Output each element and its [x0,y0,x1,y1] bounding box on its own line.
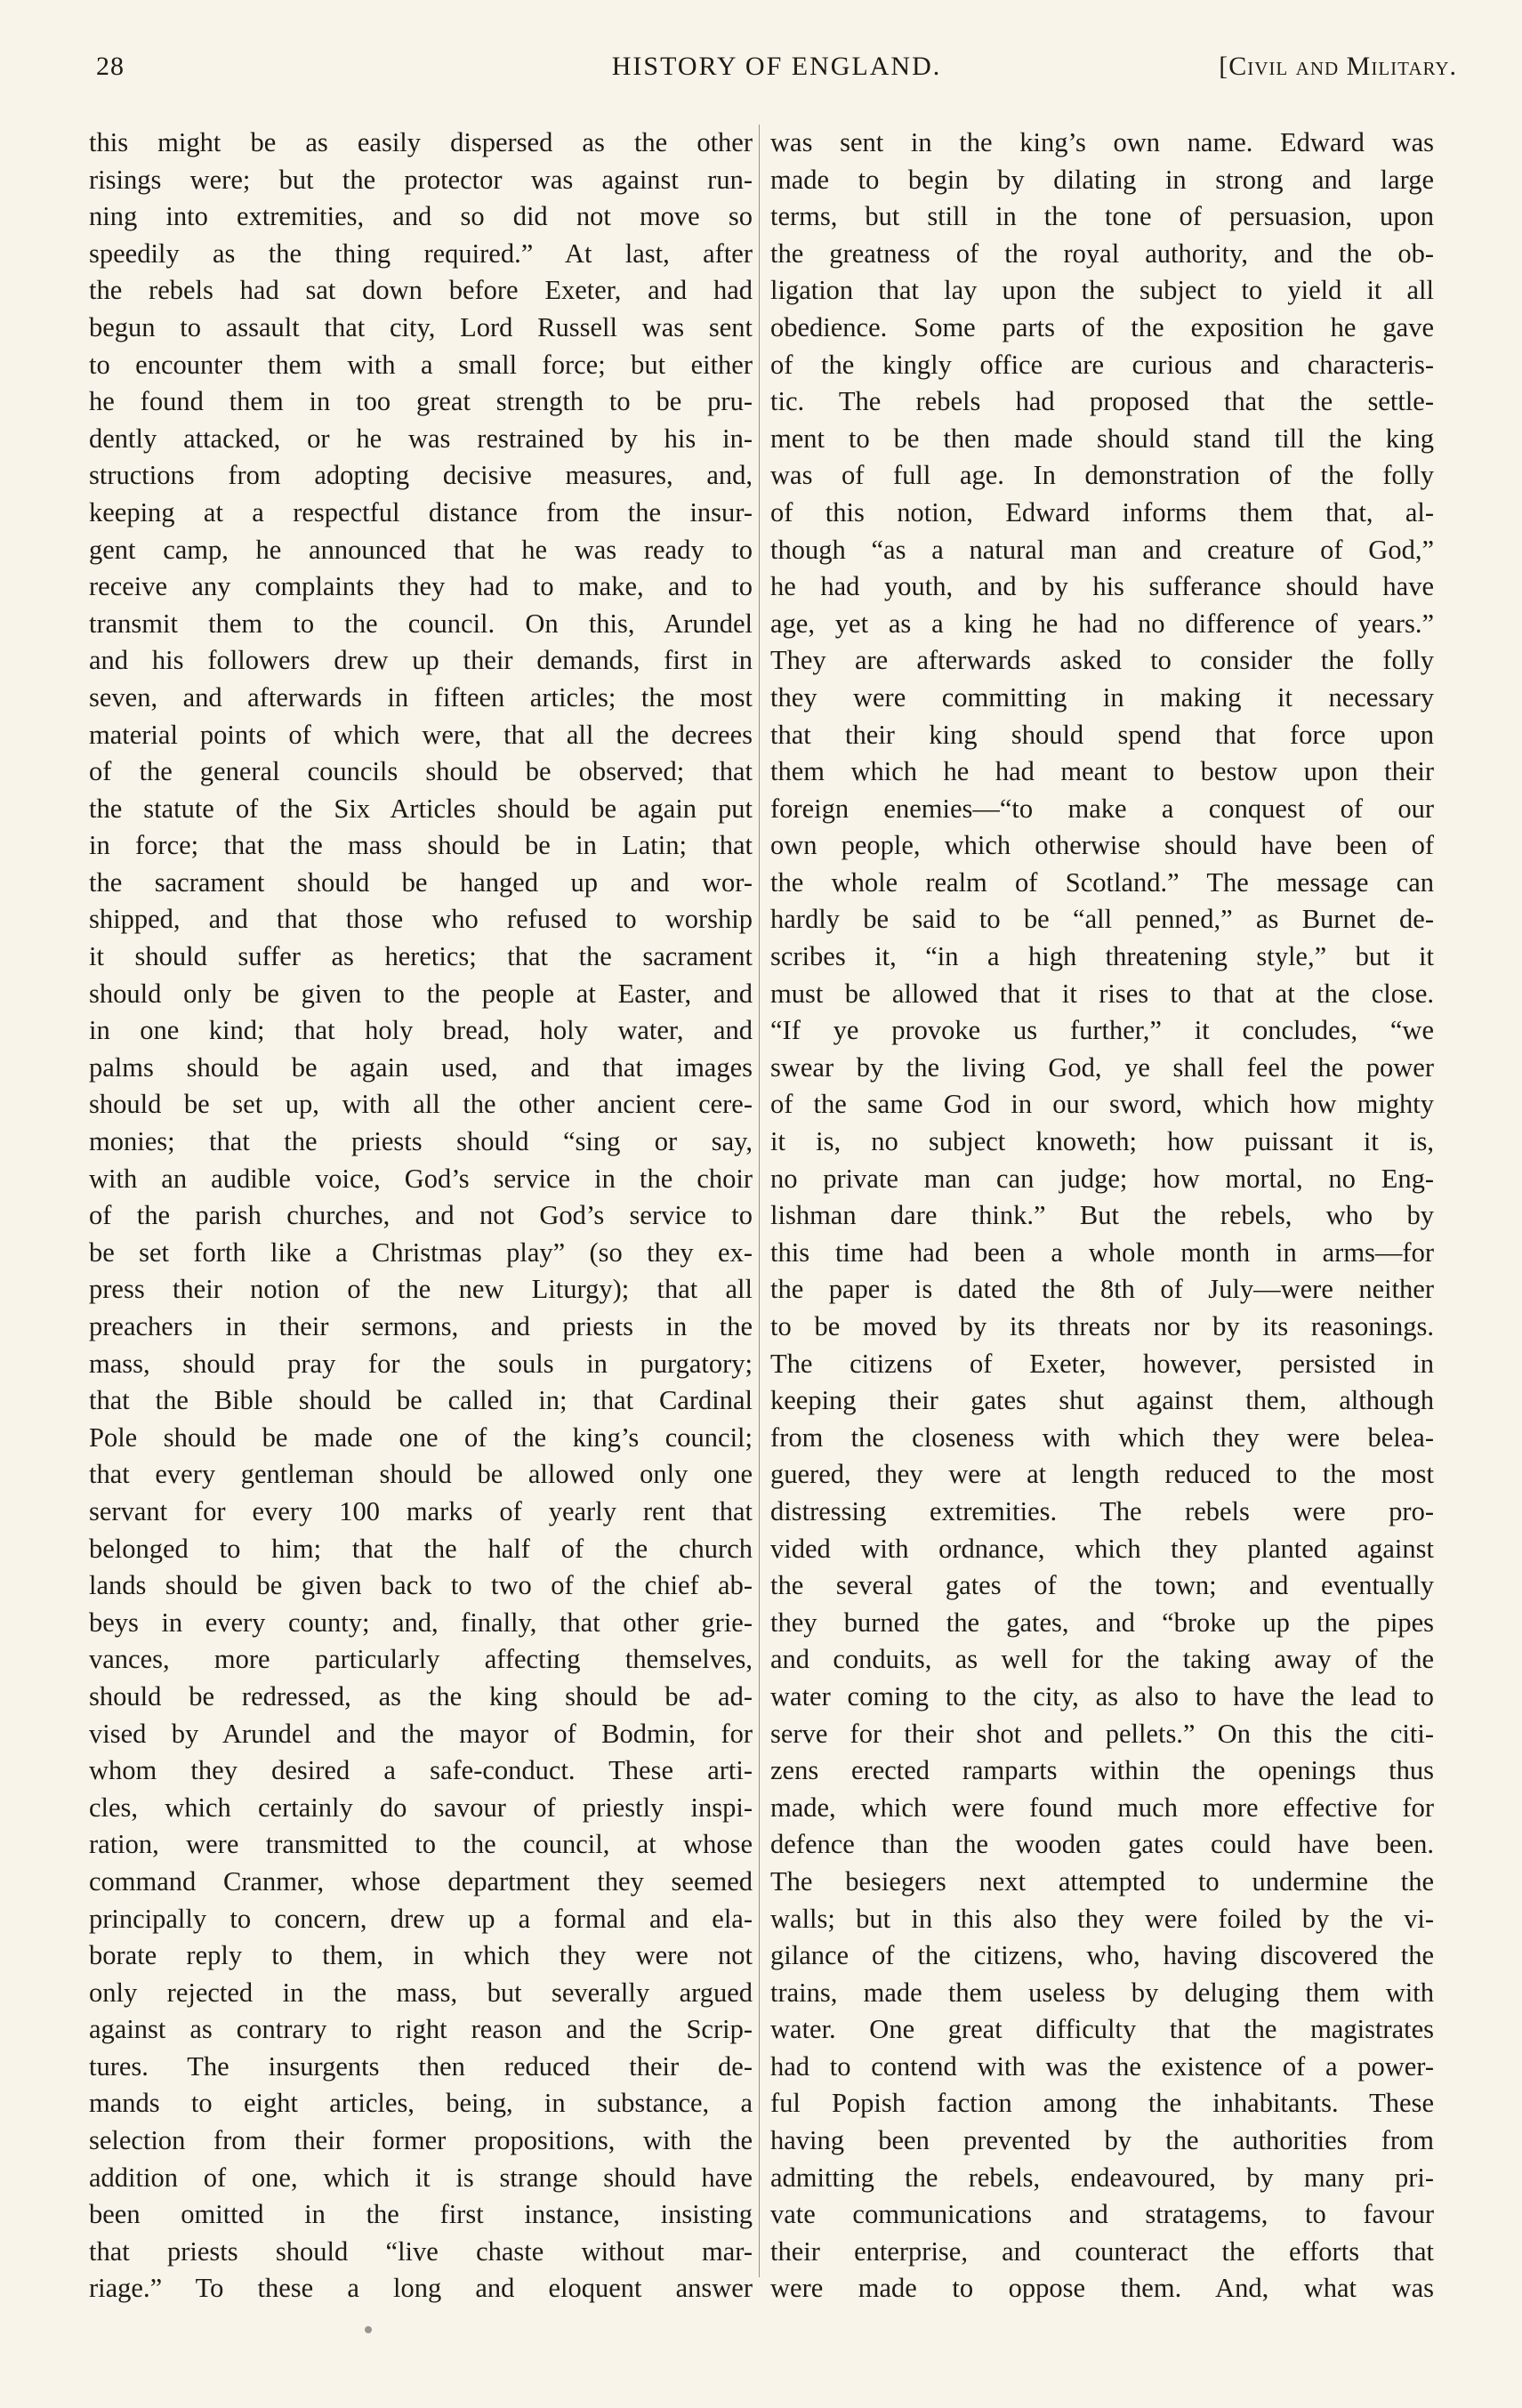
text-line: monies; that the priests should “sing or say, [89,1126,753,1157]
text-line: walls; but in this also they were foiled by the vi- [770,1903,1434,1934]
text-line: The besiegers next attempted to undermine the [770,1865,1434,1897]
text-line: of the general councils should be observed; that [89,756,753,787]
text-line: tic. The rebels had proposed that the settle- [770,386,1434,417]
text-line: “If ye provoke us further,” it concludes, “we [770,1015,1434,1046]
column-divider [759,125,760,2277]
text-line: The citizens of Exeter, however, persisted in [770,1348,1434,1379]
text-line: of the kingly office are curious and characteris- [770,349,1434,380]
text-line: preachers in their sermons, and priests in the [89,1311,753,1341]
text-line: ful Popish faction among the inhabitants. These [770,2088,1434,2119]
text-line: they burned the gates, and “broke up the pipes [770,1607,1434,1638]
text-line: transmit them to the council. On this, Arundel [89,608,753,639]
text-line: command Cranmer, whose department they seemed [89,1865,753,1897]
text-line: their enterprise, and counteract the efforts that [770,2235,1434,2267]
text-line: had to contend with was the existence of a power- [770,2050,1434,2082]
text-line: this time had been a whole month in arms—for [770,1236,1434,1268]
text-line: from the closeness with which they were belea- [770,1421,1434,1453]
text-line: mands to eight articles, being, in substance, a [89,2088,753,2119]
text-line: of the same God in our sword, which how mighty [770,1089,1434,1120]
text-line: swear by the living God, ye shall feel the power [770,1051,1434,1083]
text-line: They are afterwards asked to consider the folly [770,645,1434,676]
text-line: of this notion, Edward informs them that, al- [770,496,1434,528]
text-line: should only be given to the people at Easter, and [89,978,753,1009]
text-line: tures. The insurgents then reduced their de- [89,2050,753,2082]
text-line: cles, which certainly do savour of priestly inspi- [89,1792,753,1823]
text-line: though “as a natural man and creature of God,” [770,534,1434,565]
text-line: ment to be then made should stand till the king [770,423,1434,454]
text-line: dently attacked, or he was restrained by his in- [89,423,753,454]
left-column [89,125,753,2307]
text-line: lishman dare think.” But the rebels, who by [770,1200,1434,1231]
text-line: the sacrament should be hanged up and wor- [89,866,753,898]
text-line: terms, but still in the tone of persuasion, upon [770,201,1434,232]
text-line: the greatness of the royal authority, and the ob- [770,238,1434,269]
footer-mark [365,2326,372,2333]
text-line: seven, and afterwards in fifteen articles; the most [89,681,753,713]
text-line: keeping their gates shut against them, although [770,1385,1434,1416]
text-line: admitting the rebels, endeavoured, by many pri- [770,2162,1434,2193]
text-line: the rebels had sat down before Exeter, and had [89,275,753,306]
text-line: distressing extremities. The rebels were pro- [770,1495,1434,1526]
text-line: selection from their former propositions, with the [89,2125,753,2156]
text-line: be set forth like a Christmas play” (so they ex- [89,1236,753,1268]
text-line: own people, which otherwise should have been of [770,830,1434,861]
text-line: begun to assault that city, Lord Russell was sent [89,311,753,342]
text-line: ration, were transmitted to the council, at whose [89,1829,753,1860]
text-line: he had youth, and by his sufferance should have [770,571,1434,602]
text-line: that every gentleman should be allowed only one [89,1459,753,1490]
text-line: scribes it, “in a high threatening style,” but it [770,941,1434,972]
text-line: serve for their shot and pellets.” On this the citi- [770,1718,1434,1749]
text-line: made, which were found much more effective for [770,1792,1434,1823]
text-line: them which he had meant to bestow upon their [770,756,1434,787]
text-line: guered, they were at length reduced to the most [770,1459,1434,1490]
text-line: that their king should spend that force upon [770,719,1434,750]
text-line: speedily as the thing required.” At last, after [89,238,753,269]
text-line: he found them in too great strength to be pru- [89,386,753,417]
text-line: should be redressed, as the king should be ad- [89,1680,753,1711]
page-number: 28 [96,52,125,81]
text-line: obedience. Some parts of the exposition he gave [770,311,1434,342]
text-line: addition of one, which it is strange should have [89,2162,753,2193]
text-line: and conduits, as well for the taking away of the [770,1644,1434,1675]
text-line: vised by Arundel and the mayor of Bodmin, for [89,1718,753,1749]
text-line: ning into extremities, and so did not move so [89,201,753,232]
text-line: no private man can judge; how mortal, no Eng- [770,1163,1434,1194]
running-header [96,52,1457,87]
text-line: beys in every county; and, finally, that other grie- [89,1607,753,1638]
text-line: water coming to the city, as also to have the lead to [770,1680,1434,1711]
text-line: defence than the wooden gates could have been. [770,1829,1434,1860]
text-line: gilance of the citizens, who, having discovered the [770,1940,1434,1971]
text-line: the whole realm of Scotland.” The message can [770,866,1434,898]
text-line: with an audible voice, God’s service in the choir [89,1163,753,1194]
text-line: were made to oppose them. And, what was [770,2273,1434,2304]
text-line: mass, should pray for the souls in purgatory; [89,1348,753,1379]
text-line: should be set up, with all the other ancient cere- [89,1089,753,1120]
text-line: of the parish churches, and not God’s service to [89,1200,753,1231]
text-line: was of full age. In demonstration of the folly [770,460,1434,491]
text-line: the several gates of the town; and eventually [770,1570,1434,1601]
text-line: the paper is dated the 8th of July—were neither [770,1274,1434,1305]
section-label: [Civil and Military. [1219,52,1457,81]
text-line: that the Bible should be called in; that Cardinal [89,1385,753,1416]
text-line: belonged to him; that the half of the church [89,1533,753,1564]
text-line: material points of which were, that all the decrees [89,719,753,750]
text-line: in force; that the mass should be in Latin; that [89,830,753,861]
text-line: riage.” To these a long and eloquent answer [89,2273,753,2304]
text-line: risings were; but the protector was against run- [89,164,753,195]
text-line: trains, made them useless by deluging them with [770,1977,1434,2008]
text-line: it should suffer as heretics; that the sacrament [89,941,753,972]
text-line: palms should be again used, and that images [89,1051,753,1083]
text-line: to encounter them with a small force; but either [89,349,753,380]
text-line: the statute of the Six Articles should be again put [89,793,753,824]
text-line: they were committing in making it necessary [770,681,1434,713]
text-line: vate communications and stratagems, to favour [770,2199,1434,2230]
text-line: servant for every 100 marks of yearly rent that [89,1495,753,1526]
text-line: water. One great difficulty that the magistrates [770,2014,1434,2045]
text-line: ligation that lay upon the subject to yield it all [770,275,1434,306]
text-line: lands should be given back to two of the chief ab- [89,1570,753,1601]
text-line: gent camp, he announced that he was ready to [89,534,753,565]
running-title: HISTORY OF ENGLAND. [611,52,942,81]
text-line: was sent in the king’s own name. Edward was [770,127,1434,157]
text-line: that priests should “live chaste without mar- [89,2235,753,2267]
text-line: vided with ordnance, which they planted against [770,1533,1434,1564]
text-line: Pole should be made one of the king’s council; [89,1421,753,1453]
text-line: only rejected in the mass, but severally argued [89,1977,753,2008]
text-line: principally to concern, drew up a formal and ela- [89,1903,753,1934]
text-line: it is, no subject knoweth; how puissant it is, [770,1126,1434,1157]
text-line: keeping at a respectful distance from the insur- [89,496,753,528]
text-line: hardly be said to be “all penned,” as Burnet de- [770,904,1434,935]
text-line: been omitted in the first instance, insisting [89,2199,753,2230]
text-line: vances, more particularly affecting themselves, [89,1644,753,1675]
text-line: this might be as easily dispersed as the other [89,127,753,157]
text-line: whom they desired a safe-conduct. These arti- [89,1755,753,1786]
text-line: in one kind; that holy bread, holy water, and [89,1015,753,1046]
text-line: foreign enemies—“to make a conquest of our [770,793,1434,824]
text-line: press their notion of the new Liturgy); that all [89,1274,753,1305]
text-line: receive any complaints they had to make, and to [89,571,753,602]
text-line: against as contrary to right reason and the Scrip- [89,2014,753,2045]
text-line: structions from adopting decisive measures, and, [89,460,753,491]
text-line: and his followers drew up their demands, first in [89,645,753,676]
text-line: made to begin by dilating in strong and large [770,164,1434,195]
text-line: having been prevented by the authorities from [770,2125,1434,2156]
right-column [770,125,1434,2307]
text-line: to be moved by its threats nor by its reasonings. [770,1311,1434,1341]
text-line: age, yet as a king he had no difference of years.” [770,608,1434,639]
text-line: borate reply to them, in which they were not [89,1940,753,1971]
text-line: must be allowed that it rises to that at the close. [770,978,1434,1009]
text-line: shipped, and that those who refused to worship [89,904,753,935]
text-line: zens erected ramparts within the openings thus [770,1755,1434,1786]
